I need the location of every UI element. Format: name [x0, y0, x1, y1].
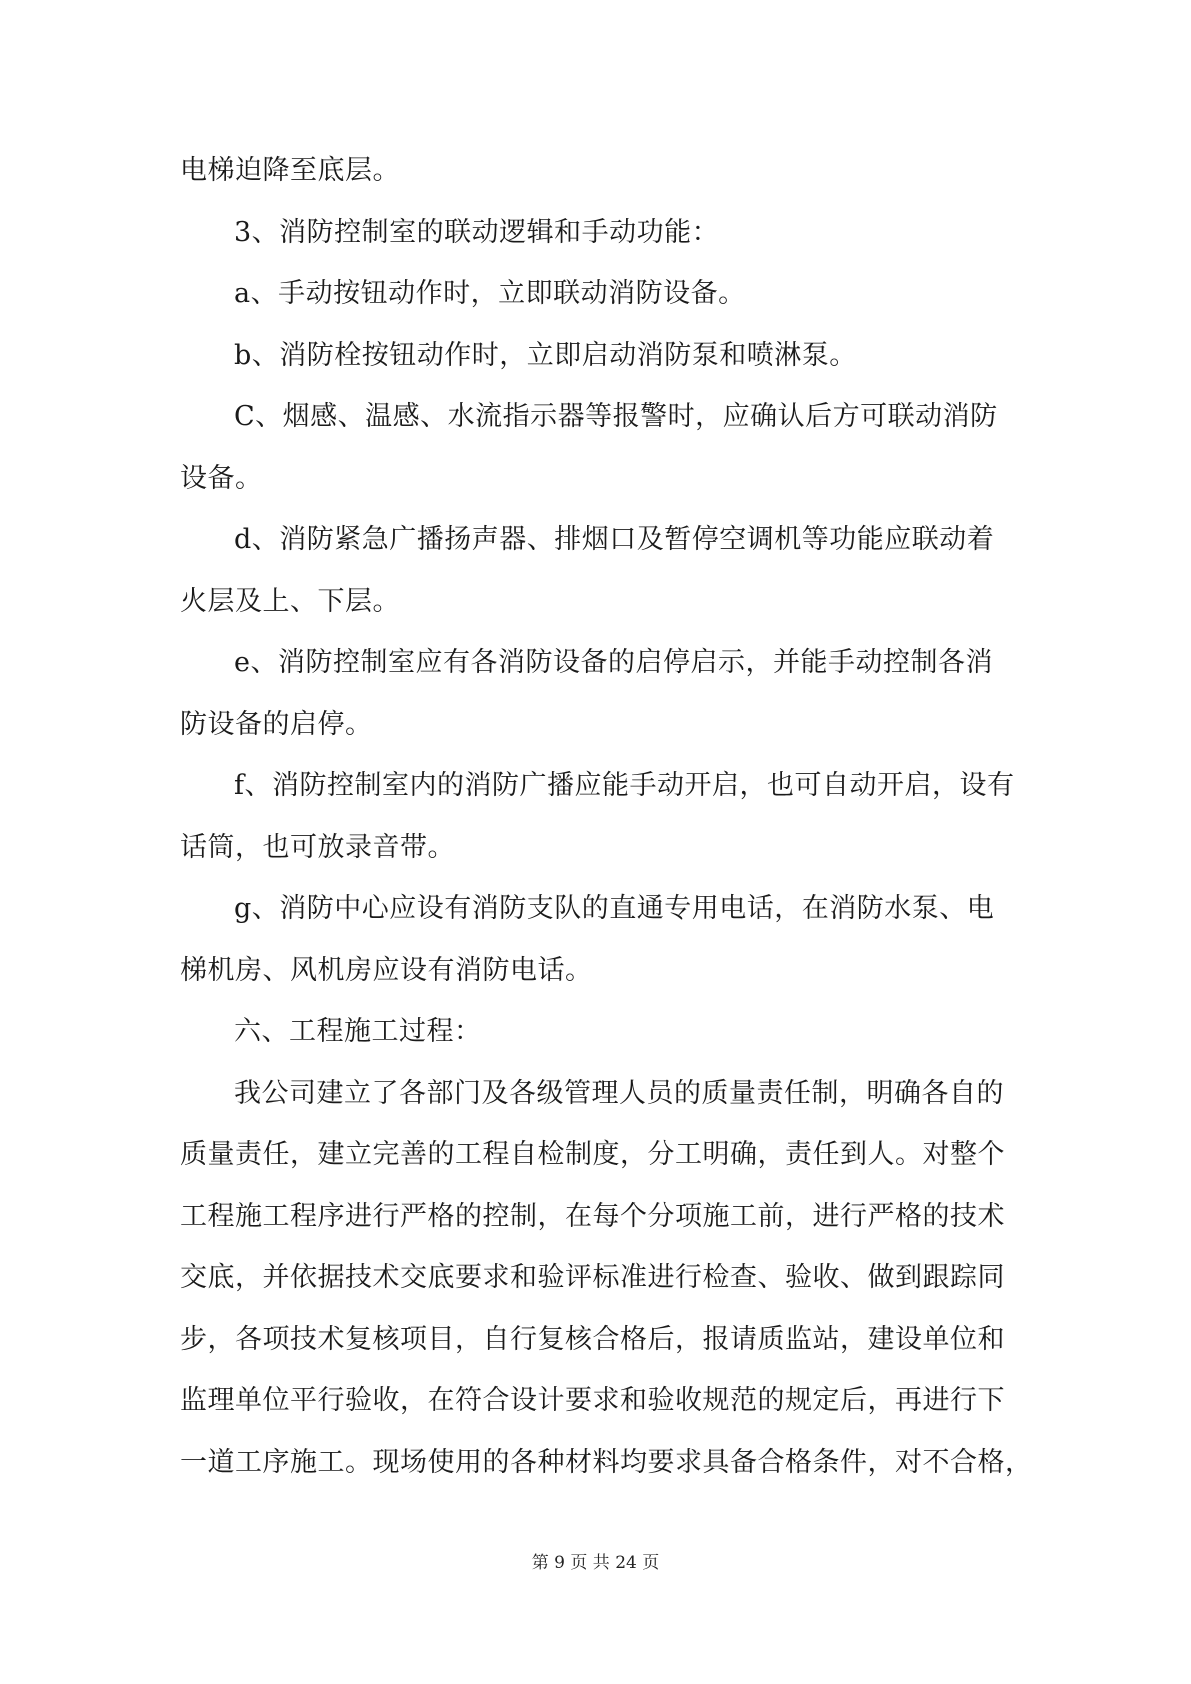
text-line: 火层及上、下层。: [180, 585, 400, 617]
section-heading: 六、工程施工过程：: [234, 1016, 482, 1047]
text-line: 设备。: [180, 462, 263, 494]
text-line: 梯机房、风机房应设有消防电话。: [180, 954, 593, 986]
text-line: g、消防中心应设有消防支队的直通专用电话，在消防水泵、电: [234, 893, 995, 924]
text-line: d、消防紧急广播扬声器、排烟口及暂停空调机等功能应联动着: [234, 524, 995, 555]
text-line: e、消防控制室应有各消防设备的启停启示，并能手动控制各消: [234, 647, 993, 678]
text-line: a、手动按钮动作时，立即联动消防设备。: [234, 278, 746, 309]
text-line: 监理单位平行验收，在符合设计要求和验收规范的规定后，再进行下: [180, 1385, 1005, 1416]
text-line: b、消防栓按钮动作时，立即启动消防泵和喷淋泵。: [234, 339, 857, 371]
text-line: 步，各项技术复核项目，自行复核合格后，报请质监站，建设单位和: [180, 1323, 1005, 1355]
text-line: 交底，并依据技术交底要求和验评标准进行检查、验收、做到跟踪同: [180, 1262, 1005, 1293]
text-line: 工程施工程序进行严格的控制，在每个分项施工前，进行严格的技术: [180, 1200, 1005, 1232]
text-line: 防设备的启停。: [180, 708, 373, 740]
text-line: 话筒，也可放录音带。: [180, 831, 455, 863]
page-number-footer: 第 9 页 共 24 页: [531, 1553, 660, 1573]
text-line: C、烟感、温感、水流指示器等报警时，应确认后方可联动消防: [234, 401, 998, 432]
text-line: f、消防控制室内的消防广播应能手动开启，也可自动开启，设有: [234, 770, 1015, 801]
text-line: 一道工序施工。现场使用的各种材料均要求具备合格条件，对不合格，: [180, 1446, 1033, 1478]
text-line: 电梯迫降至底层。: [180, 155, 400, 186]
text-line: 质量责任，建立完善的工程自检制度，分工明确，责任到人。对整个: [180, 1139, 1005, 1170]
document-body: [180, 140, 1033, 1493]
text-line: 我公司建立了各部门及各级管理人员的质量责任制，明确各自的: [234, 1077, 1004, 1109]
text-line: 3、消防控制室的联动逻辑和手动功能：: [234, 216, 720, 248]
